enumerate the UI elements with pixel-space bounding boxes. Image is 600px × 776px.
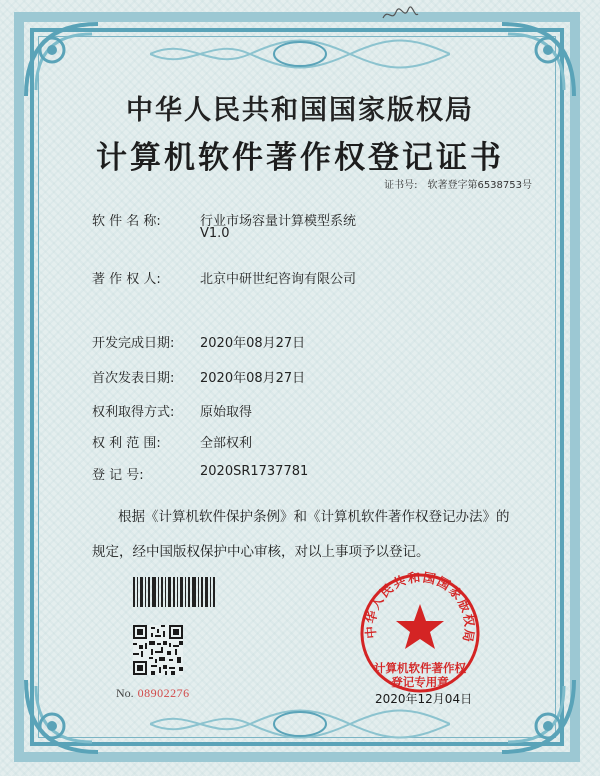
seal-text-line-1: 计算机软件著作权	[374, 661, 466, 675]
field-copyright-owner	[92, 268, 356, 287]
bottom-guilloche-ornament	[150, 706, 450, 742]
handwritten-signature-mark	[380, 4, 420, 26]
rights-scope-value: 全部权利	[200, 436, 253, 451]
field-dev-completion-date	[92, 332, 305, 351]
cert-number-value: 软著登字第6538753号	[427, 180, 532, 191]
field-first-publish-date	[92, 367, 305, 386]
certificate-number	[384, 176, 532, 191]
rights-scope-label: 权 利 范 围:	[92, 436, 161, 451]
software-name-value: 行业市场容量计算模型系统	[200, 214, 357, 229]
registration-no-label: 登 记 号:	[92, 468, 144, 483]
field-rights-acquisition	[92, 401, 252, 420]
copyright-owner-value: 北京中研世纪咨询有限公司	[200, 272, 357, 287]
first-publish-value: 2020年08月27日	[200, 371, 306, 386]
dev-completion-value: 2020年08月27日	[200, 336, 306, 351]
software-version: V1.0	[200, 226, 230, 241]
top-guilloche-ornament	[150, 36, 450, 72]
software-name-label: 软 件 名 称:	[92, 214, 161, 229]
svg-text:中华人民共和国国家版权局: 中华人民共和国国家版权局	[362, 569, 478, 645]
rights-acquisition-value: 原始取得	[200, 405, 253, 420]
first-publish-label: 首次发表日期:	[92, 371, 175, 386]
registration-no-value: 2020SR1737781	[200, 464, 309, 479]
barcode	[133, 577, 215, 607]
statement-line-2: 规定，经中国版权保护中心审核，对以上事项予以登记。	[92, 544, 430, 560]
qr-code	[133, 625, 183, 675]
copyright-owner-label: 著 作 权 人:	[92, 272, 161, 287]
dev-completion-label: 开发完成日期:	[92, 336, 175, 351]
issue-date: 2020年12月04日	[375, 692, 473, 706]
field-registration-number	[92, 464, 308, 483]
serial-prefix: No.	[116, 686, 134, 700]
corner-ornament-bottom-left	[22, 676, 102, 756]
statement-line-1: 根据《计算机软件保护条例》和《计算机软件著作权登记办法》的	[118, 509, 510, 525]
serial-value: 08902276	[137, 686, 190, 700]
corner-ornament-bottom-right	[498, 676, 578, 756]
field-rights-scope	[92, 432, 252, 451]
cert-number-label: 证书号:	[384, 180, 418, 191]
rights-acquisition-label: 权利取得方式:	[92, 405, 175, 420]
certificate-title: 计算机软件著作权登记证书	[96, 140, 504, 176]
seal-text-line-2: 登记专用章	[391, 675, 449, 689]
issuer-title: 中华人民共和国国家版权局	[126, 95, 474, 126]
serial-number	[116, 686, 190, 701]
